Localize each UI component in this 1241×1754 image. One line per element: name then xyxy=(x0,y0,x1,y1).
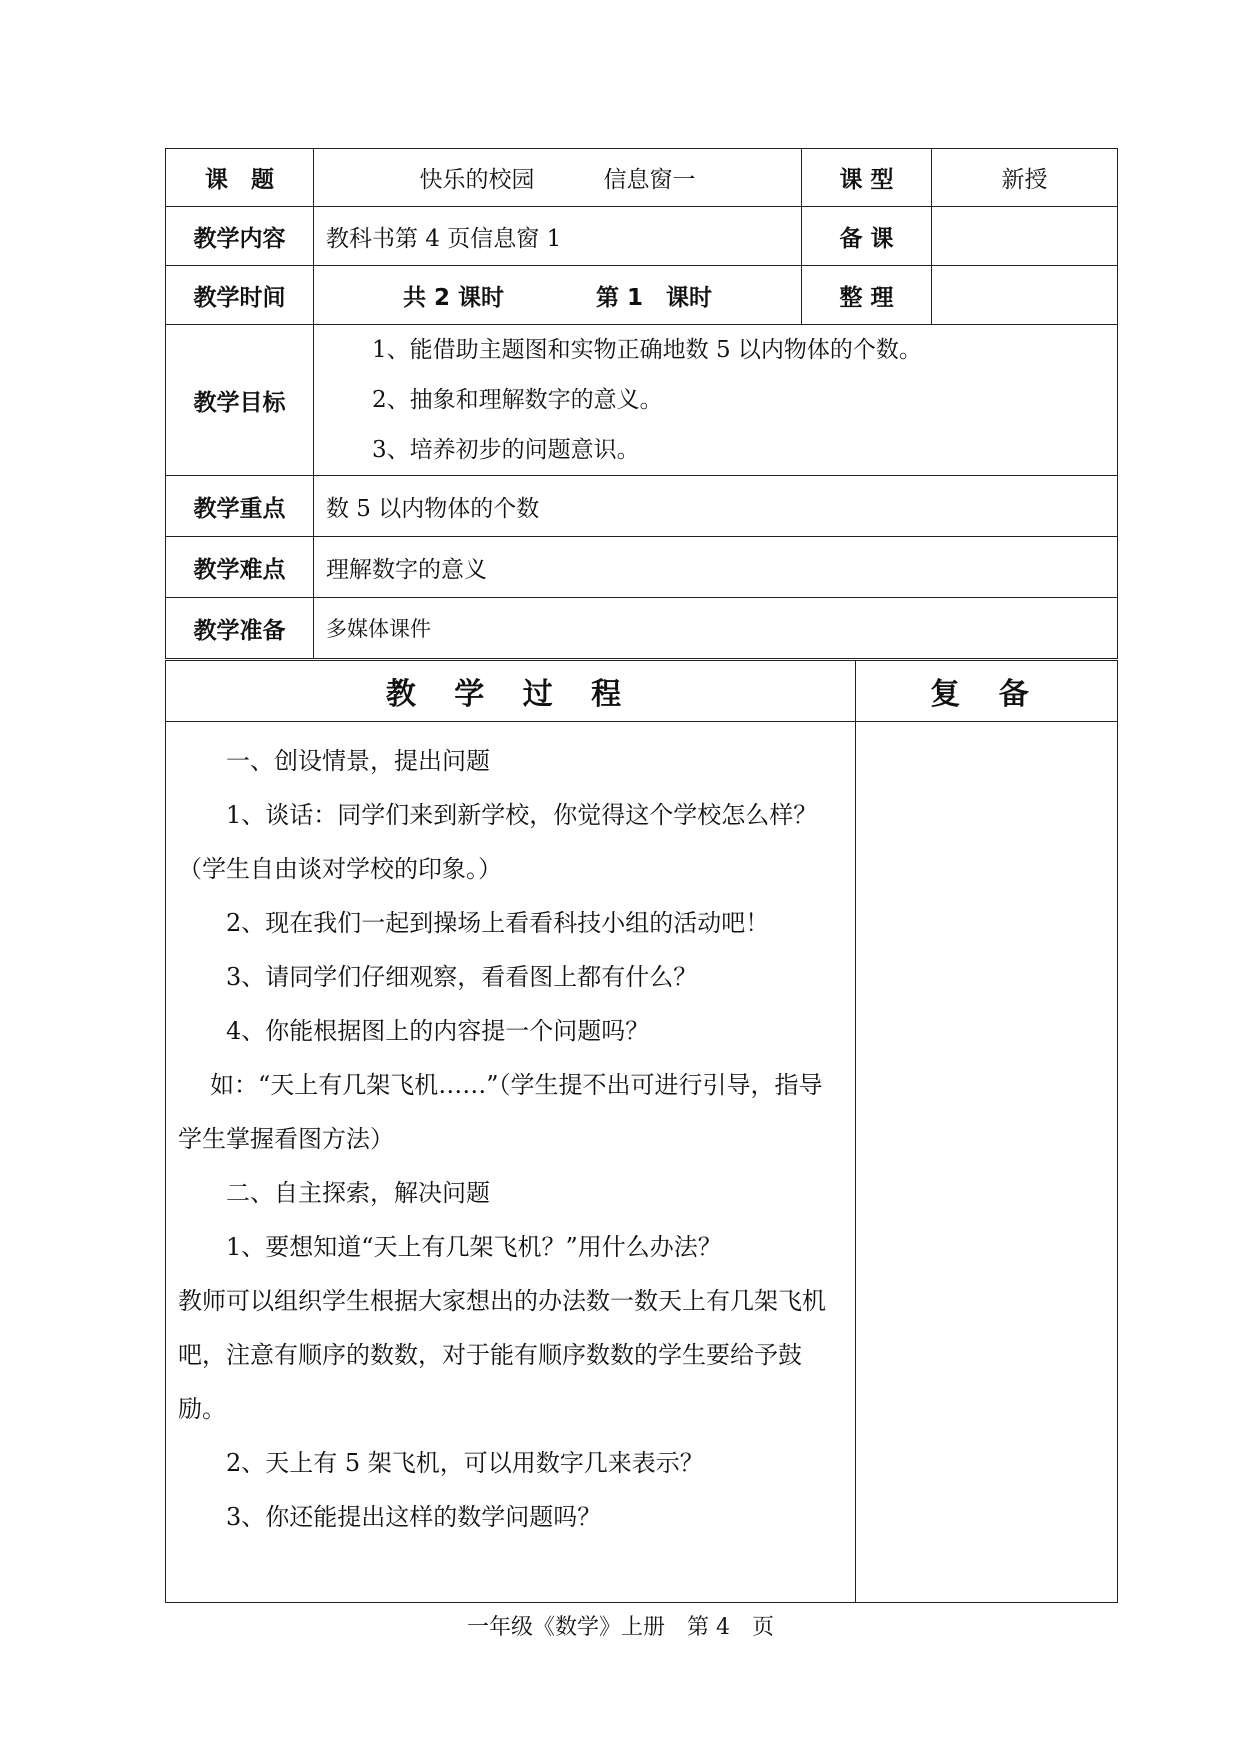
goals-list xyxy=(314,325,1118,476)
goal-item: 2、抽象和理解数字的意义。 xyxy=(372,387,663,413)
process-paragraph: 3、你还能提出这样的数学问题吗？ xyxy=(226,1503,602,1531)
process-paragraph: 1、要想知道“天上有几架飞机？”用什么办法？ xyxy=(226,1233,722,1261)
topic-label: 课 题 xyxy=(166,149,314,207)
content-row xyxy=(166,207,1118,266)
section-heading: 一、创设情景，提出问题 xyxy=(226,747,490,775)
time-value: 共 2 课时 第 1 课时 xyxy=(314,266,802,325)
process-paragraph: 1、谈话：同学们来到新学校，你觉得这个学校怎么样？ xyxy=(226,801,818,829)
key-value: 数 5 以内物体的个数 xyxy=(314,476,1118,537)
section-heading: 二、自主探索，解决问题 xyxy=(226,1179,490,1207)
key-label: 教学重点 xyxy=(166,476,314,537)
process-paragraph: 2、天上有 5 架飞机，可以用数字几来表示？ xyxy=(226,1449,704,1477)
difficulty-value: 理解数字的意义 xyxy=(314,537,1118,598)
goal-item: 1、能借助主题图和实物正确地数 5 以内物体的个数。 xyxy=(372,337,922,363)
content-value: 教科书第 4 页信息窗 1 xyxy=(314,207,802,266)
prep-value xyxy=(932,207,1118,266)
organize-value xyxy=(932,266,1118,325)
lesson-info-table xyxy=(165,148,1118,659)
goals-row xyxy=(166,325,1118,476)
type-label: 课 型 xyxy=(802,149,932,207)
page-footer: 一年级《数学》上册 第 4 页 xyxy=(467,1615,774,1640)
process-title: 教 学 过 程 xyxy=(166,661,856,722)
process-content xyxy=(166,722,856,1603)
process-header-row xyxy=(166,661,1118,722)
process-paragraph: 4、你能根据图上的内容提一个问题吗？ xyxy=(226,1017,650,1045)
prep-label: 备 课 xyxy=(802,207,932,266)
topic-row xyxy=(166,149,1118,207)
process-paragraph: （学生自由谈对学校的印象。） xyxy=(178,855,502,883)
topic-value: 快乐的校园 信息窗一 xyxy=(314,149,802,207)
organize-label: 整 理 xyxy=(802,266,932,325)
time-row xyxy=(166,266,1118,325)
key-row xyxy=(166,476,1118,537)
process-table xyxy=(165,660,1118,1603)
difficulty-row xyxy=(166,537,1118,598)
goals-label: 教学目标 xyxy=(166,325,314,476)
process-body-row xyxy=(166,722,1118,1603)
time-label: 教学时间 xyxy=(166,266,314,325)
process-paragraph: 2、现在我们一起到操场上看看科技小组的活动吧！ xyxy=(226,909,770,937)
goal-item: 3、培养初步的问题意识。 xyxy=(372,437,640,463)
materials-label: 教学准备 xyxy=(166,598,314,659)
process-text xyxy=(166,722,855,1544)
difficulty-label: 教学难点 xyxy=(166,537,314,598)
materials-row xyxy=(166,598,1118,659)
process-paragraph: 如：“天上有几架飞机……”（学生提不出可进行引导，指导学生掌握看图方法） xyxy=(178,1071,823,1153)
review-title: 复 备 xyxy=(856,661,1118,722)
review-content xyxy=(856,722,1118,1603)
process-paragraph: 教师可以组织学生根据大家想出的办法数一数天上有几架飞机吧，注意有顺序的数数，对于能有顺序数数的学生要给予鼓励。 xyxy=(178,1287,826,1423)
type-value: 新授 xyxy=(932,149,1118,207)
process-paragraph: 3、请同学们仔细观察，看看图上都有什么？ xyxy=(226,963,698,991)
content-label: 教学内容 xyxy=(166,207,314,266)
materials-value: 多媒体课件 xyxy=(314,598,1118,659)
